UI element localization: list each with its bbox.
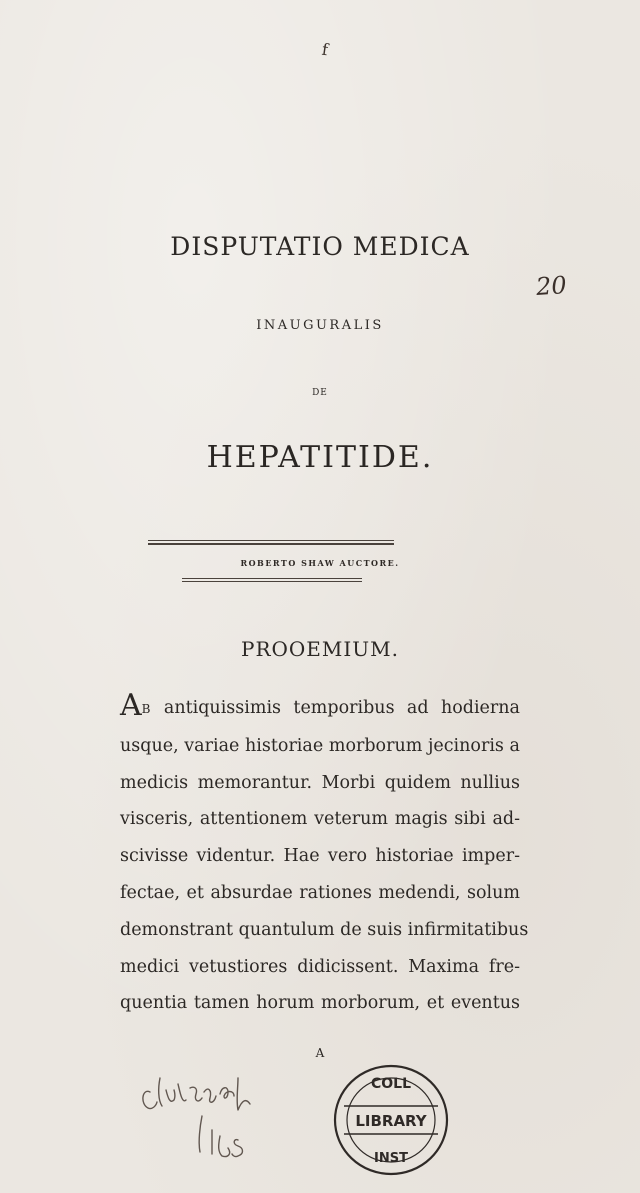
- double-rule-bottom-second: [182, 581, 362, 582]
- body-line-3: medicis memorantur. Morbi quidem nullius: [120, 772, 520, 793]
- handwritten-signature-icon: [138, 1070, 298, 1180]
- stamp-top-text: COLL: [370, 1076, 412, 1092]
- body-line-1: [120, 690, 520, 728]
- body-line-1-text: antiquissimis temporibus ad hodierna: [151, 698, 520, 718]
- title-line-1: DISPUTATIO MEDICA: [170, 232, 470, 261]
- double-rule-top: [148, 540, 394, 541]
- body-line-5: scivisse videntur. Hae vero historiae imper-: [120, 846, 520, 867]
- body-line-2: usque, variae historiae morborum jecinoris a: [120, 735, 520, 756]
- author-line: ROBERTO SHAW AUCTORE.: [240, 558, 400, 568]
- stamp-middle-text: LIBRARY: [355, 1112, 427, 1130]
- double-rule-bottom: [182, 578, 362, 579]
- body-line-7: demonstrant quantulum de suis infirmitatibus: [120, 919, 529, 940]
- body-paragraph: [120, 688, 529, 1022]
- title-de: DE: [312, 388, 328, 398]
- section-heading: PROOEMIUM.: [241, 637, 399, 661]
- body-line-8: medici vetustiores didicissent. Maxima fre-: [120, 956, 520, 977]
- library-stamp-icon: [326, 1058, 456, 1183]
- body-line-4: visceris, attentionem veterum magis sibi ad-: [120, 809, 520, 830]
- body-line-6: fectae, et absurdae rationes medendi, solum: [120, 882, 520, 903]
- handwritten-number: 20: [535, 270, 568, 302]
- drop-cap: A: [120, 688, 142, 723]
- title-line-2: INAUGURALIS: [256, 318, 384, 333]
- body-line-9: quentia tamen horum morborum, et eventus: [120, 993, 520, 1014]
- drop-cap-tail: B: [141, 702, 152, 716]
- stamp-bottom-text: INST: [374, 1151, 408, 1166]
- double-rule-top-second: [148, 543, 394, 545]
- signature-mark: A: [315, 1046, 325, 1060]
- title-main: HEPATITIDE.: [206, 440, 434, 475]
- stray-ink-mark: f: [320, 39, 330, 60]
